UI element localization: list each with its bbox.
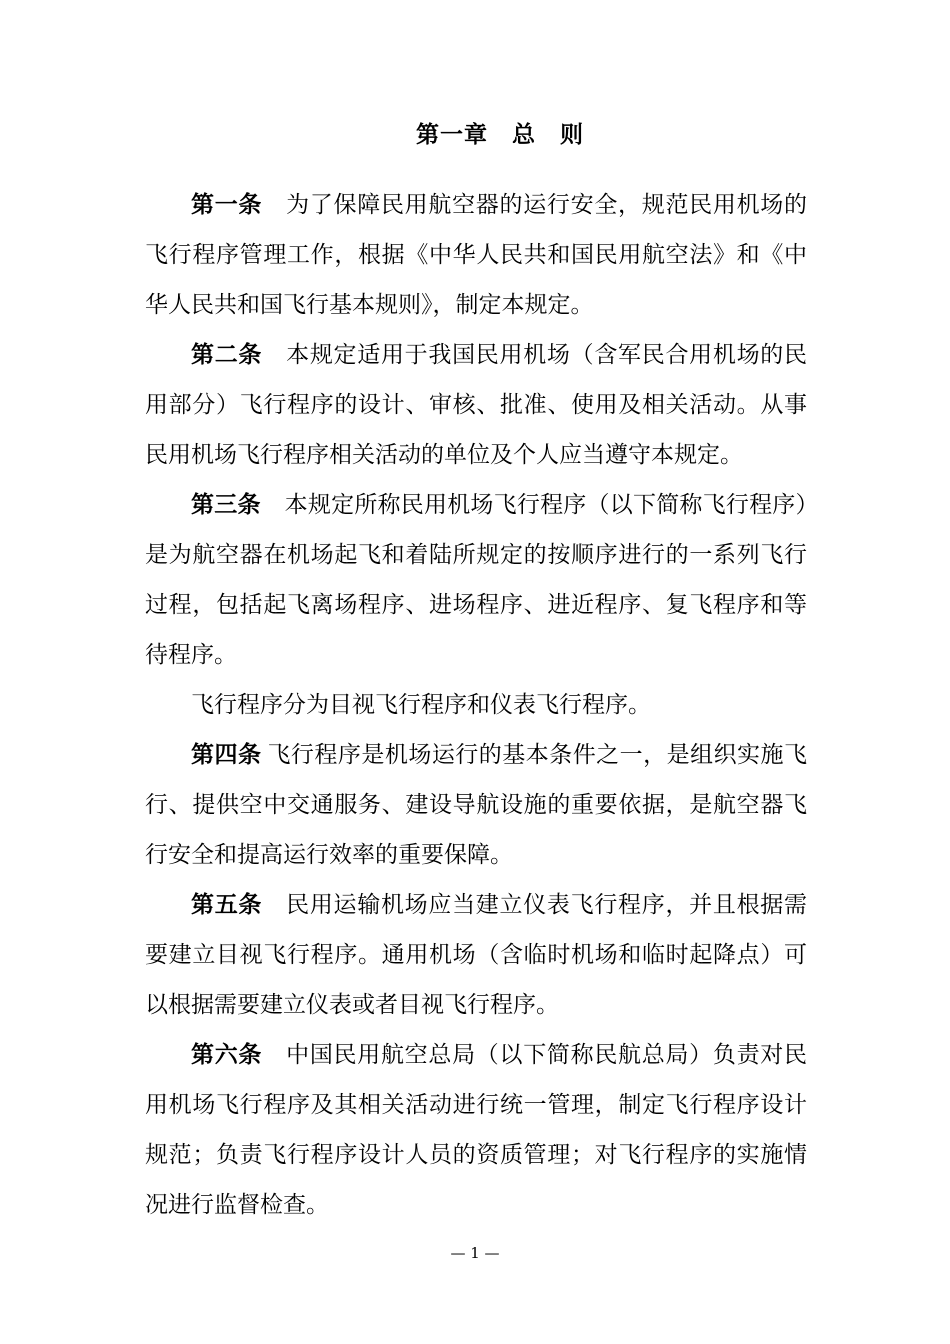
article-number: 第三条 <box>191 491 261 518</box>
article-1 <box>145 180 807 330</box>
article-text: 中国民用航空总局（以下简称民航总局）负责对民用机场飞行程序及其相关活动进行统一管理，制定飞行程序设计规范；负责飞行程序设计人员的资质管理；对飞行程序的实施情况进行监督检查。 <box>145 1042 807 1218</box>
article-number: 第四条 <box>191 741 262 768</box>
page-number: — 1 — <box>450 1244 500 1262</box>
article-number: 第五条 <box>191 891 263 918</box>
article-6 <box>145 1030 807 1230</box>
article-5 <box>145 880 807 1030</box>
article-text: 飞行程序分为目视飞行程序和仪表飞行程序。 <box>191 692 651 718</box>
chapter-title: 第一章 总 则 <box>416 121 584 148</box>
article-text: 本规定所称民用机场飞行程序（以下简称飞行程序）是为航空器在机场起飞和着陆所规定的按顺序进行的一系列飞行过程，包括起飞离场程序、进场程序、进近程序、复飞程序和等待程序。 <box>145 492 808 668</box>
document-body <box>145 180 807 1230</box>
article-2 <box>145 330 807 480</box>
article-text: 为了保障民用航空器的运行安全，规范民用机场的飞行程序管理工作，根据《中华人民共和国民用航空法》和《中华人民共和国飞行基本规则》，制定本规定。 <box>145 192 807 318</box>
article-number: 第二条 <box>191 341 263 368</box>
article-text: 飞行程序是机场运行的基本条件之一，是组织实施飞行、提供空中交通服务、建设导航设施的重要依据，是航空器飞行安全和提高运行效率的重要保障。 <box>145 742 808 868</box>
article-4 <box>145 730 807 880</box>
article-text: 民用运输机场应当建立仪表飞行程序，并且根据需要建立目视飞行程序。通用机场（含临时机场和临时起降点）可以根据需要建立仪表或者目视飞行程序。 <box>145 892 807 1018</box>
article-3 <box>145 480 807 680</box>
article-number: 第一条 <box>191 191 263 218</box>
article-text: 本规定适用于我国民用机场（含军民合用机场的民用部分）飞行程序的设计、审核、批准、使用及相关活动。从事民用机场飞行程序相关活动的单位及个人应当遵守本规定。 <box>145 342 807 468</box>
article-3-continuation <box>145 680 807 730</box>
article-number: 第六条 <box>191 1041 263 1068</box>
